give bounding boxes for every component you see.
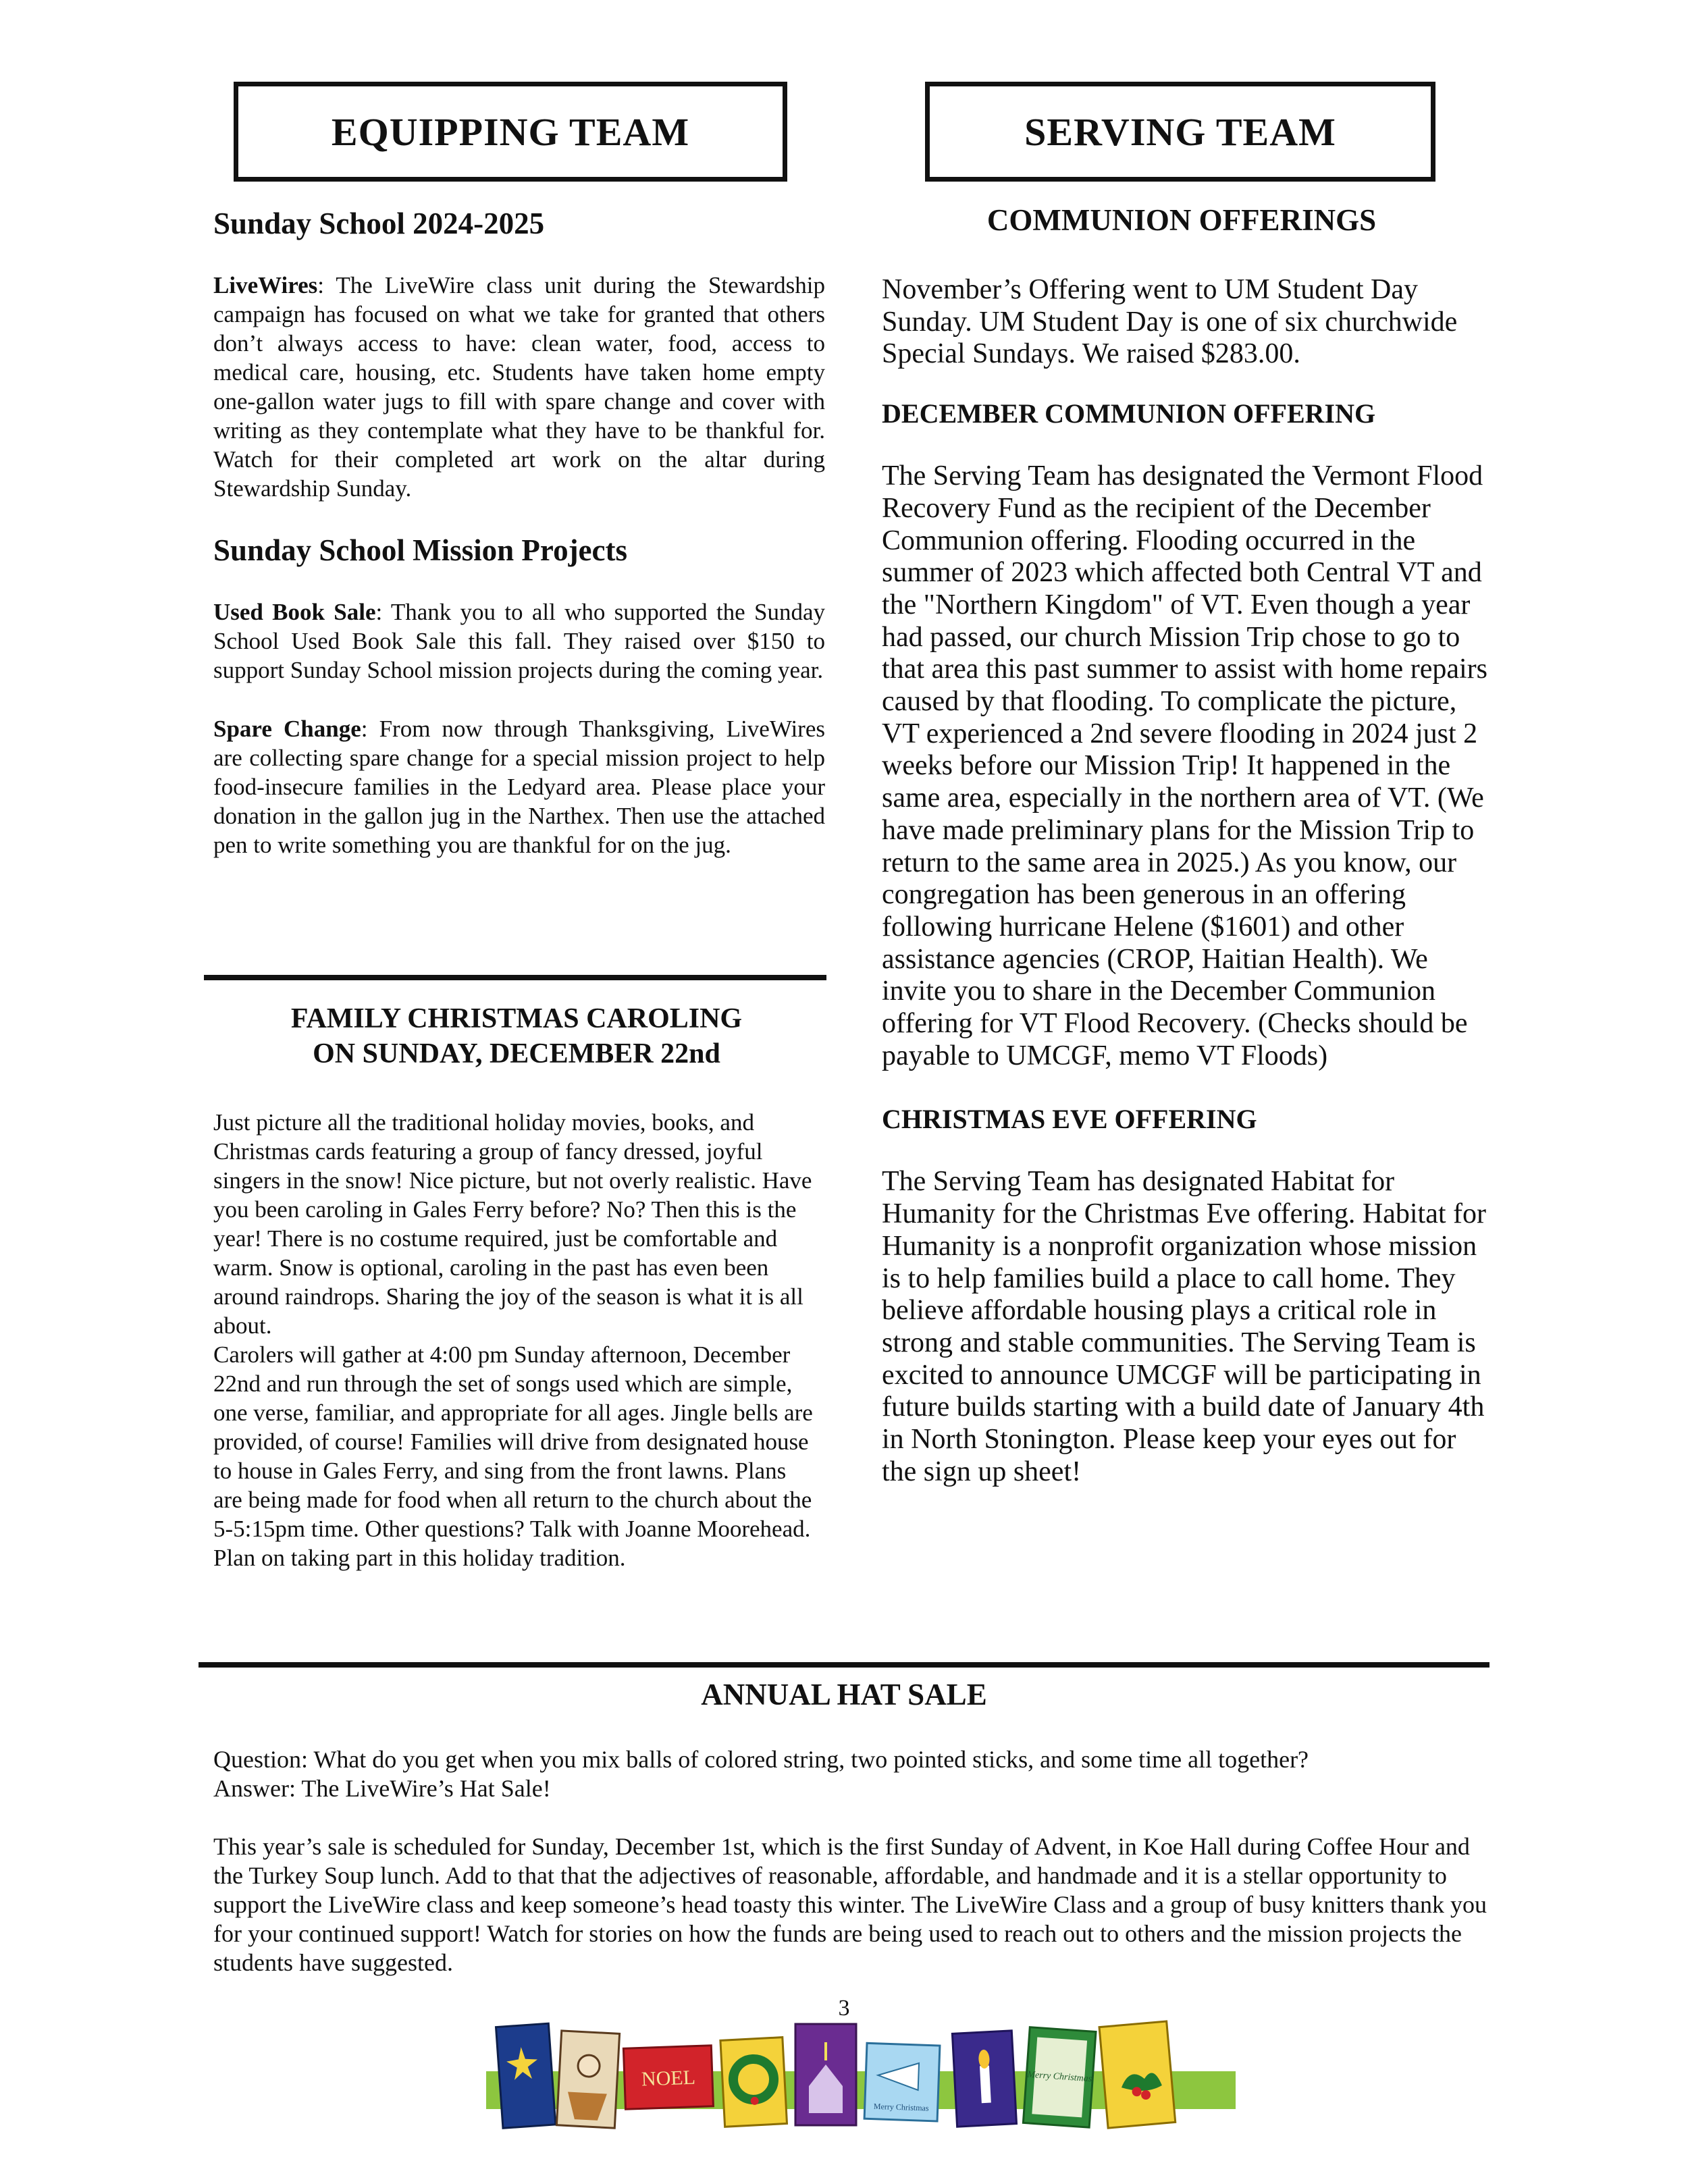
hat-sale-title-text: ANNUAL HAT SALE (701, 1678, 987, 1711)
hat-sale-title (199, 1677, 1489, 1712)
wreath-card (720, 2037, 787, 2127)
communion-offerings-title (878, 203, 1485, 238)
serving-team-header-text: SERVING TEAM (1024, 109, 1336, 154)
caroling-paragraph-2: Carolers will gather at 4:00 pm Sunday afternoon, December 22nd and run through the set of songs used which are simple, one verse, familiar, and appropriate for all ages. Jingle bells are provided, of course! Families will drive from designated house to house in Gales Ferry, and sing from the front lawns. Plans are being made for food when all return to the church about the 5-5:15pm time. Other questions? Talk with Joanne Moorehead. Plan on taking part in this holiday tradition. (213, 1341, 813, 1571)
left-divider (204, 975, 826, 980)
christmas-eve-title: CHRISTMAS EVE OFFERING (882, 1104, 1257, 1135)
communion-text: November’s Offering went to UM Student Day Sunday. UM Student Day is one of six churchwide Special Sundays. We raised $283.00. (882, 274, 1458, 370)
noel-card (623, 2046, 713, 2109)
nativity-card (556, 2031, 619, 2128)
spare-change-label: Spare Change (213, 716, 361, 742)
caroling-paragraph-1: Just picture all the traditional holiday movies, books, and Christmas cards featuring a group of fancy dressed, joyful singers in the snow! Nice picture, but not overly realistic. Have you been caroling in Gales Ferry before? No? Then this is the year! There is no costume required, just be comfortable and warm. Snow is optional, caroling in the past has even been around raindrops. Sharing the joy of the season is what it is all about. (213, 1109, 812, 1339)
livewires-text: : The LiveWire class unit during the Stewardship campaign has focused on what we take for granted that others don’t always access to have: clean water, food, access to medical care, housing, etc. Students have taken home empty one-gallon water jugs to fill with spare change and cover with writing as they contemplate what they have to be thankful for. Watch for their completed art work on the altar during Stewardship Sunday. (213, 272, 825, 502)
sunday-school-title: Sunday School 2024-2025 (213, 207, 545, 240)
hat-sale-divider (199, 1662, 1489, 1668)
hat-sale-question: Question: What do you get when you mix balls of colored string, two pointed sticks, and some time all together? (213, 1746, 1309, 1773)
hat-sale-answer: Answer: The LiveWire’s Hat Sale! (213, 1775, 551, 1802)
angel-card-text: Merry Christmas (873, 2101, 929, 2113)
equipping-team-header (234, 82, 787, 182)
december-offering-title: DECEMBER COMMUNION OFFERING (882, 398, 1376, 429)
caroling-body (213, 1108, 816, 1572)
serving-section (882, 274, 1489, 1489)
angel-card (864, 2043, 940, 2121)
caroling-title-line2: ON SUNDAY, DECEMBER 22nd (313, 1038, 720, 1069)
noel-text: NOEL (641, 2066, 696, 2091)
christmas-eve-text: The Serving Team has designated Habitat for Humanity for the Christmas Eve offering. Habitat for Humanity is a nonprofit organization whose mission is to help families build a place to call home. They believe affordable housing plays a critical role in strong and stable communities. The Serving Team is excited to announce UMCGF will be participating in future builds starting with a build date of January 4th in North Stonington. Please keep your eyes out for the sign up sheet! (882, 1166, 1487, 1487)
livewires-paragraph (213, 271, 825, 503)
hat-sale-body (213, 1745, 1489, 1977)
hat-sale-paragraph: This year’s sale is scheduled for Sunday, December 1st, which is the first Sunday of Advent, in Koe Hall during Coffee Hour and the Turkey Soup lunch. Add to that that the adjectives of reasonable, affordable, and handmade and it is a stellar opportunity to support the LiveWire class and keep someone’s head toasty this winter. The LiveWire Class and a group of busy knitters thank you for your continued support! Watch for stories on how the funds are being used to reach out to others and the mission projects the students have suggested. (213, 1833, 1487, 1976)
holly-card (1099, 2021, 1176, 2128)
serving-team-header (925, 82, 1435, 182)
star-card (496, 2023, 556, 2128)
december-offering-text: The Serving Team has designated the Vermont Flood Recovery Fund as the recipient of the December Communion offering. Flooding occurred in the summer of 2023 which affected both Central VT and the "Northern Kingdom" of VT. Even though a year had passed, our church Mission Trip chose to go to that area this past summer to assist with home repairs caused by that flooding. To complicate the picture, VT experienced a 2nd severe flooding in 2024 just 2 weeks before our Mission Trip! It happened in the same area, especially in the northern area of VT. (We have made preliminary plans for the Mission Trip to return to the same area in 2025.) As you know, our congregation has been generous in an offering following hurricane Helene ($1601) and other assistance agencies (CROP, Haitian Health). We invite you to share in the December Communion offering for VT Flood Recovery. (Checks should be payable to UMCGF, memo VT Floods) (882, 460, 1487, 1071)
equipping-team-header-text: EQUIPPING TEAM (331, 109, 690, 154)
book-sale-paragraph (213, 597, 825, 685)
merry-christmas-card (1023, 2027, 1096, 2127)
caroling-title-line1: FAMILY CHRISTMAS CAROLING (290, 1003, 743, 1034)
book-sale-label: Used Book Sale (213, 599, 376, 625)
merry-christmas-text: Merry Christmas (1026, 2069, 1092, 2085)
equipping-section (213, 206, 825, 859)
book-sale-text: : Thank you to all who supported the Sunday School Used Book Sale this fall. They raised over $150 to support Sunday School mission projects during the coming year. (213, 599, 825, 683)
spare-change-text: : From now through Thanksgiving, LiveWires are collecting spare change for a special mission project to help food-insecure families in the Ledyard area. Please place your donation in the gallon jug in the Narthex. Then use the attached pen to write something you are thankful for on the jug. (213, 716, 825, 858)
church-card (795, 2024, 856, 2125)
communion-offerings-title-text: COMMUNION OFFERINGS (986, 203, 1377, 237)
candle-card (952, 2031, 1016, 2127)
spare-change-paragraph (213, 714, 825, 859)
mission-projects-title: Sunday School Mission Projects (213, 533, 627, 567)
christmas-cards-banner (486, 2012, 1236, 2154)
caroling-title (203, 1001, 830, 1071)
page-number-text: 3 (838, 1996, 850, 2021)
livewires-label: LiveWires (213, 272, 318, 298)
